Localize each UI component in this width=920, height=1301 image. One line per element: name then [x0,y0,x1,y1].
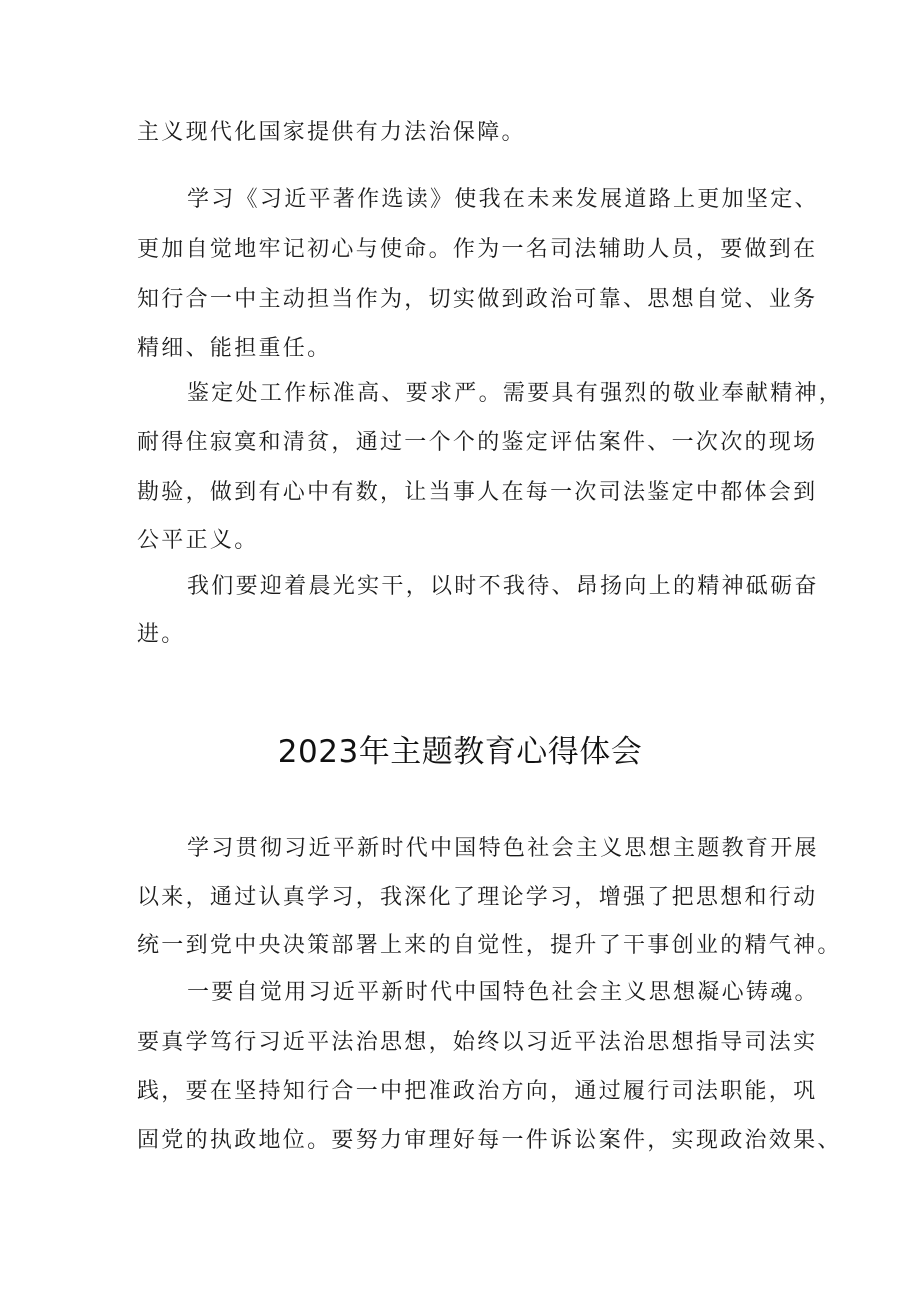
text-line: 践，要在坚持知行合一中把准政治方向，通过履行司法职能，巩 [137,1079,818,1104]
paragraph-first-line: 学习贯彻习近平新时代中国特色社会主义思想主题教育开展 [187,836,819,861]
text-line: 更加自觉地牢记初心与使命。作为一名司法辅助人员，要做到在 [137,237,818,262]
paragraph-first-line: 一要自觉用习近平新时代中国特色社会主义思想凝心铸魂。 [187,980,819,1005]
document-title: 2023年主题教育心得体会 [277,734,643,770]
text-line: 进。 [137,622,186,647]
text-line: 勘验，做到有心中有数，让当事人在每一次司法鉴定中都体会到 [137,480,818,505]
paragraph-first-line: 鉴定处工作标准高、要求严。需要具有强烈的敬业奉献精神， [187,381,844,406]
text-line: 公平正义。 [137,528,259,553]
text-line: 要真学笃行习近平法治思想，始终以习近平法治思想指导司法实 [137,1030,818,1055]
paragraph-first-line: 我们要迎着晨光实干，以时不我待、昂扬向上的精神砥砺奋 [187,574,819,599]
text-line: 固党的执政地位。要努力审理好每一件诉讼案件，实现政治效果、 [137,1128,842,1153]
paragraph-first-line: 学习《习近平著作选读》使我在未来发展道路上更加坚定、 [187,187,819,212]
text-line: 主义现代化国家提供有力法治保障。 [137,120,526,145]
text-line: 统一到党中央决策部署上来的自觉性，提升了干事创业的精气神。 [137,933,842,958]
text-line: 耐得住寂寞和清贫，通过一个个的鉴定评估案件、一次次的现场 [137,430,818,455]
text-line: 以来，通过认真学习，我深化了理论学习，增强了把思想和行动 [137,885,818,910]
text-line: 精细、能担重任。 [137,336,332,361]
text-line: 知行合一中主动担当作为，切实做到政治可靠、思想自觉、业务 [137,287,818,312]
